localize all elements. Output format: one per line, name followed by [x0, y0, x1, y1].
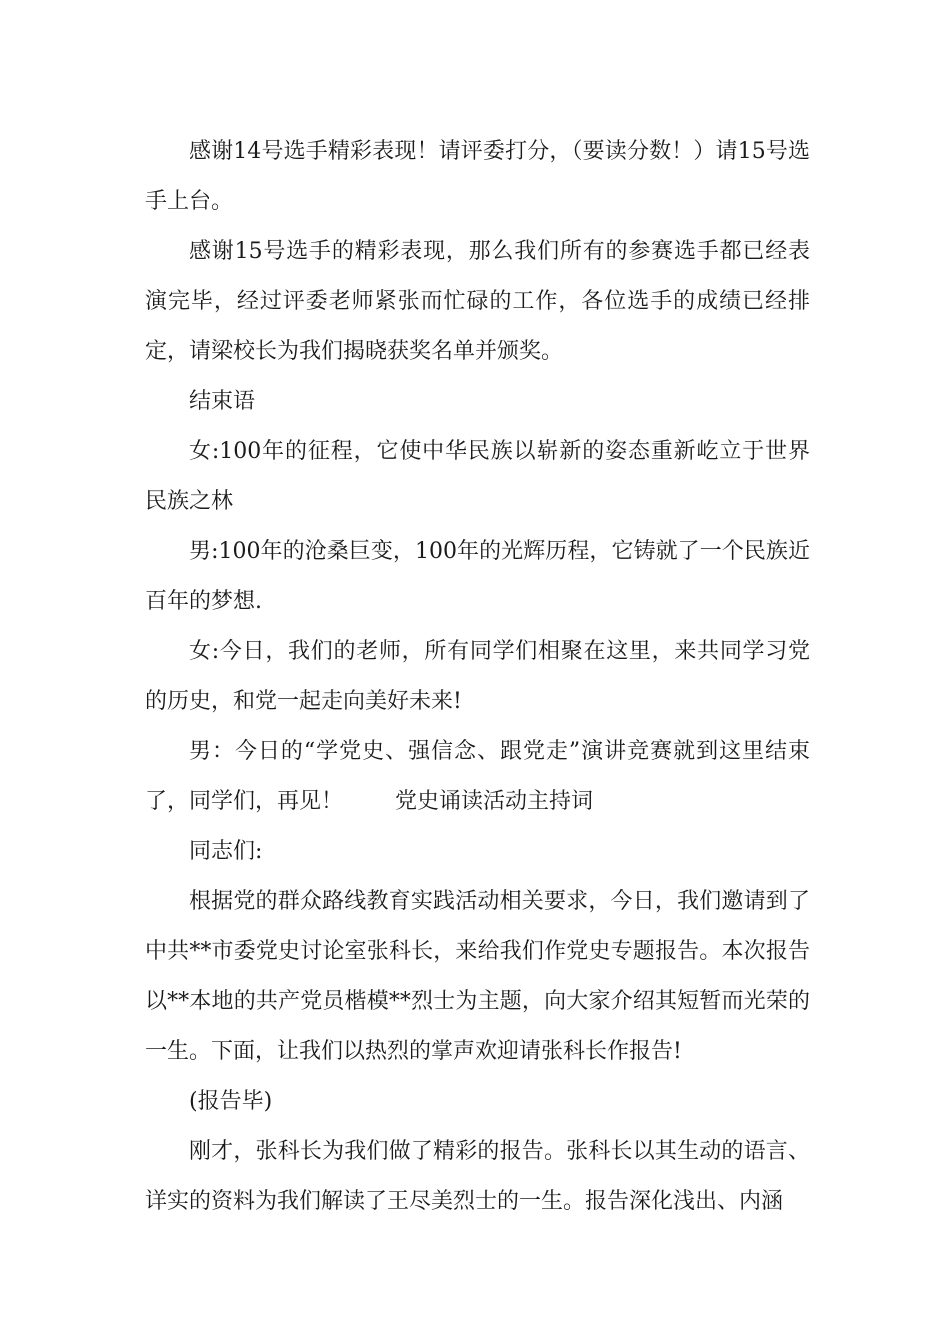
paragraph-female-host-1: 女:100年的征程，它使中华民族以崭新的姿态重新屹立于世界民族之林	[145, 439, 810, 514]
section-heading-closing: 结束语	[189, 389, 256, 414]
paragraph-report-finished: (报告毕)	[189, 1089, 273, 1114]
paragraph-summary: 刚才，张科长为我们做了精彩的报告。张科长以其生动的语言、详实的资料为我们解读了王尽美烈士的一生。报告深化浅出、内涵	[145, 1139, 810, 1214]
paragraph-female-host-2: 女:今日，我们的老师，所有同学们相聚在这里，来共同学习党的历史，和党一起走向美好未来!	[145, 639, 810, 714]
paragraph-contestant-14: 感谢14号选手精彩表现！请评委打分，（要读分数！）请15号选手上台。	[145, 139, 810, 214]
paragraph-salutation: 同志们:	[189, 839, 263, 864]
next-document-title: 党史诵读活动主持词	[395, 789, 594, 814]
closing-text: 男：今日的“学党史、强信念、跟党走”演讲竞赛就到这里结束了，同学们，再见！	[145, 739, 810, 814]
paragraph-introduction: 根据党的群众路线教育实践活动相关要求，今日，我们邀请到了中共**市委党史讨论室张科长，来给我们作党史专题报告。本次报告以**本地的共产党员楷模**烈士为主题，向大家介绍其短暂而光荣的一生。下面，让我们以热烈的掌声欢迎请张科长作报告!	[145, 889, 810, 1064]
paragraph-male-host-1: 男:100年的沧桑巨变，100年的光辉历程，它铸就了一个民族近百年的梦想.	[145, 539, 810, 614]
document-body	[145, 127, 810, 1227]
paragraph-male-host-closing	[145, 727, 810, 827]
paragraph-contestant-15: 感谢15号选手的精彩表现，那么我们所有的参赛选手都已经表演完毕，经过评委老师紧张而忙碌的工作，各位选手的成绩已经排定，请梁校长为我们揭晓获奖名单并颁奖。	[145, 239, 810, 364]
